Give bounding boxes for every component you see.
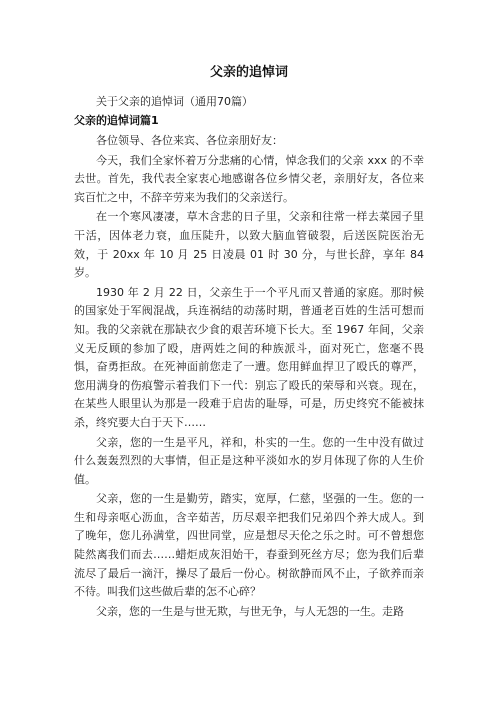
document-title: 父亲的追悼词 [209,65,288,80]
paragraph-honest-life: 父亲，您的一生是与世无欺，与世无争，与人无怨的一生。走路 [96,604,404,618]
section-heading: 父亲的追悼词篇1 [74,114,159,127]
paragraph-ordinary-life: 父亲，您的一生是平凡，祥和，朴实的一生。您的一生中没有做过什么轰轰烈烈的大事情，但正是这种平淡如水的岁月体现了你的人生价值。 [74,435,424,486]
paragraph-opening: 今天，我们全家怀着万分悲痛的心情，悼念我们的父亲 xxx 的不幸去世。首先，我代表全家衷心地感谢各位乡情父老，亲朋好友，各位来宾百忙之中，不辞辛劳来为我们的父亲送行。 [74,153,424,204]
paragraph-early-life: 1930 年 2 月 22 日，父亲生于一个平凡而又普通的家庭。那时候的国家处于军阀混战，兵连祸结的动荡时期，普通老百姓的生活可想而知。我的父亲就在那缺衣少食的艰苦环境下长大。至 1967 年间，父亲义无反顾的参加了殴，唐两姓之间的种族派斗，面对死亡，您毫不畏惧，奋勇拒敌。在死神面前您走了一遭。您用鲜血捍卫了殴氏的尊严，您用满身的伤痕警示着我们下一代：别忘了殴氏的荣辱和兴衰。现在，在某些人眼里认为那是一段难于启齿的耻辱，可是，历史终究不能被抹杀，终究要大白于天下…… [74,285,424,429]
paragraph-diligent-life: 父亲，您的一生是勤劳，踏实，宽厚，仁慈，坚强的一生。您的一生和母亲呕心沥血，含辛茹苦，历尽艰辛把我们兄弟四个养大成人。到了晚年，您儿孙满堂，四世同堂，应是想尽天伦之乐之时。可不曾想您陡然离我们而去……蜡炬成灰泪始干，春蚕到死丝方尽；您为我们后辈流尽了最后一滴汗，操尽了最后一份心。树欲静而风不止，子欲养而亲不待。叫我们这些做后辈的怎不心碎？ [74,492,424,599]
document-subtitle: 关于父亲的追悼词（通用70篇） [96,95,253,108]
paragraph-salutation: 各位领导、各位来宾、各位亲朋好友： [96,134,283,147]
paragraph-passing: 在一个寒风凄凄，草木含悲的日子里，父亲和往常一样去菜园子里干活，因体老力衰，血压陡升，以致大脑血管破裂，后送医院医治无效，于 20xx 年 10 月 25 日凌晨 01 时 30 分，与世长辞，享年 84 岁。 [74,210,424,280]
